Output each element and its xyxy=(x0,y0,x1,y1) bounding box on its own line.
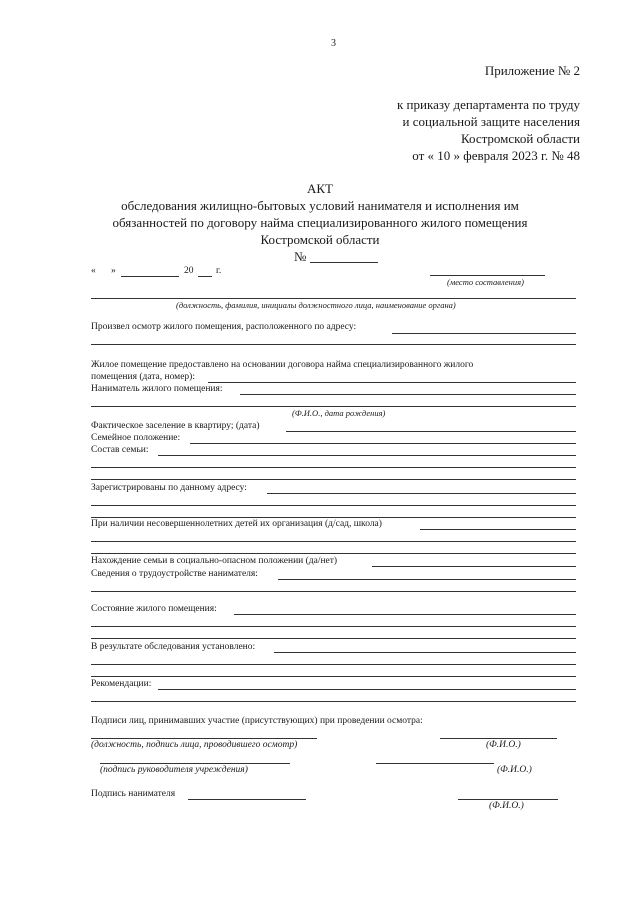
tenant-blank xyxy=(240,394,576,395)
children-blank-2 xyxy=(91,541,576,542)
inspection-blank-2 xyxy=(91,344,576,345)
danger-blank xyxy=(372,566,576,567)
recommendations-label: Рекомендации: xyxy=(91,679,152,689)
recommendations-blank xyxy=(158,689,576,690)
inspector-caption: (должность, подпись лица, проводившего осмотр) xyxy=(91,740,298,750)
condition-blank-2 xyxy=(91,626,576,627)
result-blank xyxy=(274,652,576,653)
granted-blank xyxy=(208,382,576,383)
condition-blank-3 xyxy=(91,638,576,639)
place-blank xyxy=(430,275,545,276)
act-subtitle-3: Костромской области xyxy=(260,232,380,247)
recommendations-blank-2 xyxy=(91,701,576,702)
date-open-quote: « xyxy=(91,266,96,276)
granted-label-2: помещения (дата, номер): xyxy=(91,372,195,382)
employment-blank-2 xyxy=(91,591,576,592)
fio-caption-3: (Ф.И.О.) xyxy=(489,801,524,811)
family-blank-3 xyxy=(91,479,576,480)
employment-blank xyxy=(278,579,576,580)
inspection-blank xyxy=(392,333,576,334)
appendix-line-1: к приказу департамента по труду xyxy=(396,97,580,112)
date-year-suffix: г. xyxy=(216,266,222,276)
fio-blank-1 xyxy=(440,738,557,739)
registered-blank-2 xyxy=(91,505,576,506)
act-number-label: № xyxy=(294,249,307,264)
registered-label: Зарегистрированы по данному адресу: xyxy=(91,483,247,493)
act-title: АКТ xyxy=(307,181,333,196)
inspector-signature-blank xyxy=(91,738,317,739)
family-blank-2 xyxy=(91,467,576,468)
place-caption: (место составления) xyxy=(447,277,524,287)
result-blank-3 xyxy=(91,676,576,677)
act-number-blank xyxy=(310,262,378,263)
registered-blank-3 xyxy=(91,517,576,518)
registered-blank xyxy=(267,493,576,494)
date-close-quote: » xyxy=(111,266,116,276)
appendix-title: Приложение № 2 xyxy=(484,63,580,78)
date-year-prefix: 20 xyxy=(184,266,194,276)
tenant-blank-2 xyxy=(91,406,576,407)
tenant-caption: (Ф.И.О., дата рождения) xyxy=(292,408,386,418)
fio-caption-2: (Ф.И.О.) xyxy=(497,765,532,775)
act-subtitle-1: обследования жилищно-бытовых условий нанимателя и исполнения им xyxy=(121,198,519,213)
condition-label: Состояние жилого помещения: xyxy=(91,604,217,614)
settlement-label: Фактическое заселение в квартиру; (дата) xyxy=(91,421,260,431)
inspection-label: Произвел осмотр жилого помещения, расположенного по адресу: xyxy=(91,322,357,332)
fio-blank-3 xyxy=(458,799,558,800)
page-number: 3 xyxy=(331,38,336,49)
condition-blank xyxy=(234,614,576,615)
appendix-line-2: и социальной защите населения xyxy=(402,114,580,129)
head-signature-blank xyxy=(100,763,290,764)
appendix-line-3: Костромской области xyxy=(460,131,580,146)
family-status-blank xyxy=(190,443,576,444)
family-composition-label: Состав семьи: xyxy=(91,445,149,455)
head-caption: (подпись руководителя учреждения) xyxy=(100,765,248,775)
children-blank-3 xyxy=(91,553,576,554)
employment-label: Сведения о трудоустройстве нанимателя: xyxy=(91,569,258,579)
tenant-label: Наниматель жилого помещения: xyxy=(91,384,223,394)
result-blank-2 xyxy=(91,664,576,665)
official-caption: (должность, фамилия, инициалы должностного лица, наименование органа) xyxy=(176,300,456,310)
fio-caption-1: (Ф.И.О.) xyxy=(486,740,521,750)
granted-label-1: Жилое помещение предоставлено на основании договора найма специализированного жилого xyxy=(91,360,474,370)
signatures-intro: Подписи лиц, принимавших участие (присутствующих) при проведении осмотра: xyxy=(91,716,423,726)
family-composition-blank xyxy=(158,455,576,456)
appendix-line-4: от « 10 » февраля 2023 г. № 48 xyxy=(412,148,580,163)
settlement-blank xyxy=(286,431,576,432)
date-month-blank xyxy=(121,276,179,277)
act-subtitle-2: обязанностей по договору найма специализированного жилого помещения xyxy=(112,215,528,230)
children-label: При наличии несовершеннолетних детей их организация (д/сад, школа) xyxy=(91,519,382,529)
fio-blank-2 xyxy=(376,763,494,764)
date-year-blank xyxy=(198,276,212,277)
family-status-label: Семейное положение: xyxy=(91,433,181,443)
danger-label: Нахождение семьи в социально-опасном положении (да/нет) xyxy=(91,556,338,566)
result-label: В результате обследования установлено: xyxy=(91,642,256,652)
tenant-signature-blank xyxy=(188,799,306,800)
children-blank xyxy=(420,529,576,530)
official-blank xyxy=(91,298,576,299)
tenant-signature-label: Подпись нанимателя xyxy=(91,789,176,799)
